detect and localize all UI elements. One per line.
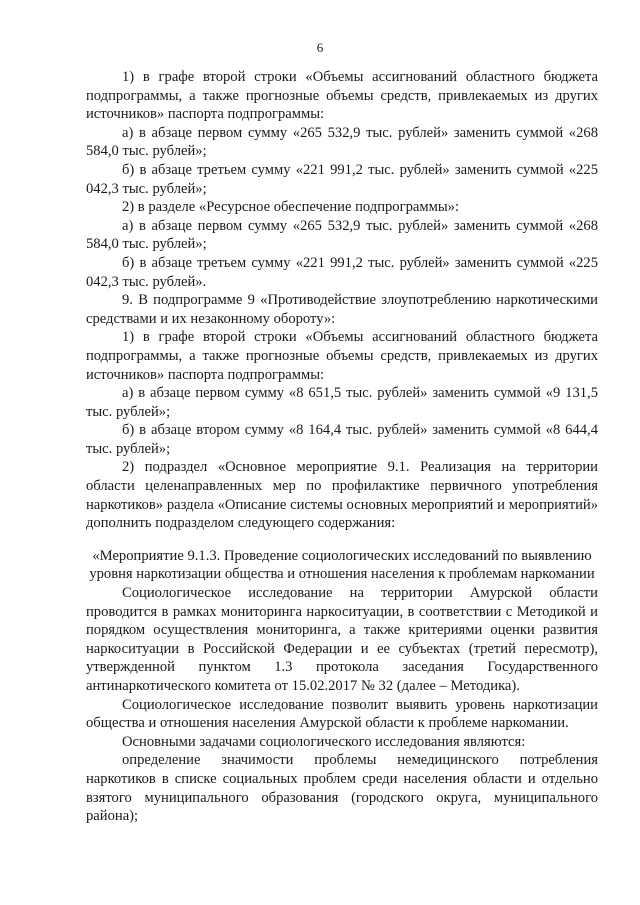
section-heading: «Мероприятие 9.1.3. Проведение социологических исследований по выявлению уровня наркотизации общества и отношения населения к проблемам наркомании	[89, 547, 595, 583]
paragraph: а) в абзаце первом сумму «8 651,5 тыс. рублей» заменить суммой «9 131,5 тыс. рублей»;	[86, 385, 598, 420]
paragraph: а) в абзаце первом сумму «265 532,9 тыс. рублей» заменить суммой «268 584,0 тыс. рублей»;	[86, 124, 598, 160]
page-number: 6	[316, 40, 324, 55]
paragraph: 1) в графе второй строки «Объемы ассигнований областного бюджета подпрограммы, а также прогнозные объемы средств, привлекаемых из других источников» паспорта подпрограммы:	[86, 329, 598, 383]
paragraph: б) в абзаце третьем сумму «221 991,2 тыс. рублей» заменить суммой «225 042,3 тыс. рублей»;	[86, 161, 598, 197]
paragraph: б) в абзаце втором сумму «8 164,4 тыс. рублей» заменить суммой «8 644,4 тыс. рублей»;	[86, 422, 598, 457]
paragraph: 2) подраздел «Основное мероприятие 9.1. Реализация на территории области целенаправленных мер по профилактике первичного употребления наркотиков» раздела «Описание системы основных мероприятий и мероприятий» дополнить подразделом следующего содержания:	[86, 459, 598, 532]
paragraph: б) в абзаце третьем сумму «221 991,2 тыс. рублей» заменить суммой «225 042,3 тыс. рублей».	[86, 254, 598, 290]
paragraph: Социологическое исследование на территории Амурской области проводится в рамках мониторинга наркоситуации, в соответствии с Методикой и порядком осуществления мониторинга, а также критериями оценки развития наркоситуации в Российской Федерации и ее субъектах (третий пересмотр), утвержденной пунктом 1.3 протокола заседания Государственного антинаркотического комитета от 15.02.2017 № 32 (далее – Методика).	[86, 585, 598, 694]
paragraph: Социологическое исследование позволит выявить уровень наркотизации общества и отношения населения Амурской области к проблеме наркомании.	[86, 696, 598, 732]
paragraph: а) в абзаце первом сумму «265 532,9 тыс. рублей» заменить суммой «268 584,0 тыс. рублей»;	[86, 217, 598, 253]
paragraph: 9. В подпрограмме 9 «Противодействие злоупотреблению наркотическими средствами и их незаконному обороту»:	[86, 292, 598, 327]
paragraph: 2) в разделе «Ресурсное обеспечение подпрограммы»:	[122, 199, 459, 216]
paragraph: Основными задачами социологического исследования являются:	[122, 733, 526, 750]
paragraph: определение значимости проблемы немедицинского потребления наркотиков в списке социальных проблем среди населения области и отдельно взятого муниципального образования (городского округа, муниципального района);	[86, 752, 598, 825]
paragraph: 1) в графе второй строки «Объемы ассигнований областного бюджета подпрограммы, а также прогнозные объемы средств, привлекаемых из других источников» паспорта подпрограммы:	[86, 69, 598, 123]
document-body	[86, 68, 598, 826]
